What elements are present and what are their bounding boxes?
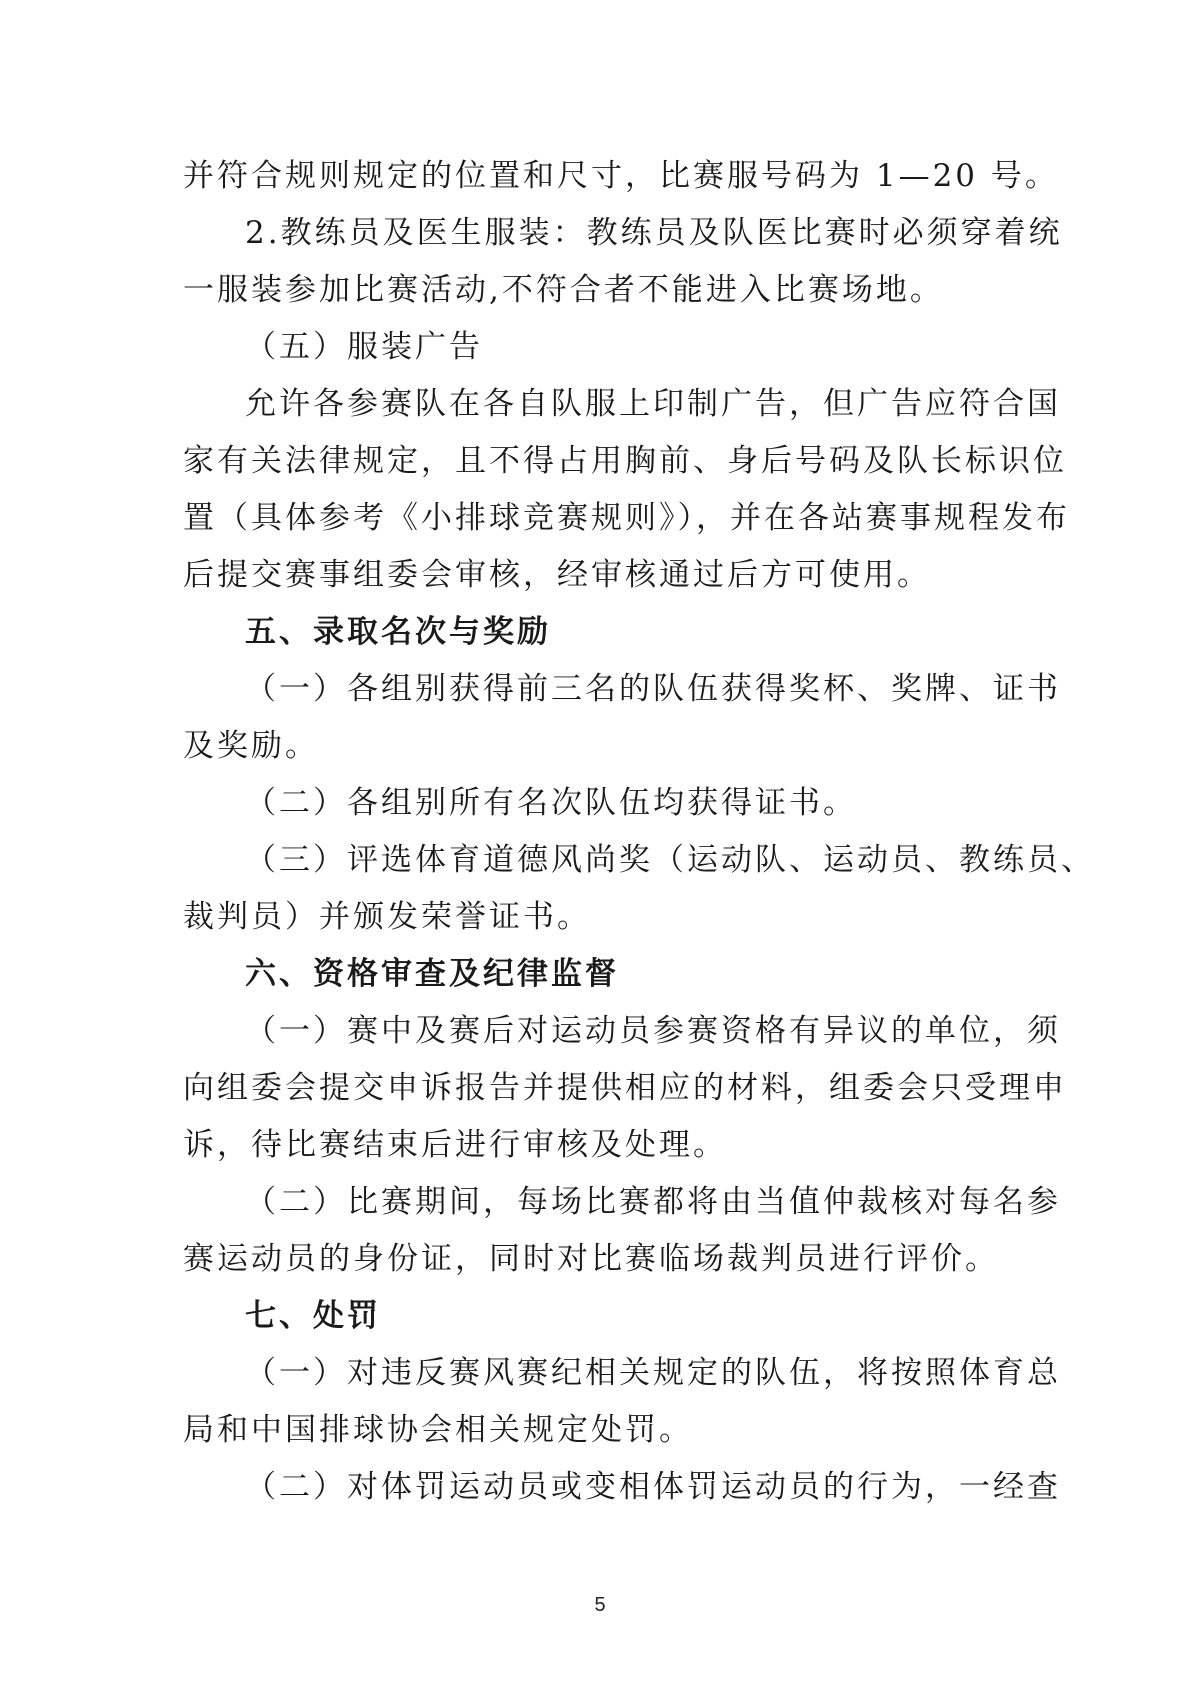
paragraph-line: （二）比赛期间，每场比赛都将由当值仲裁核对每名参 [245,1184,1061,1220]
paragraph-line: 及奖励。 [183,728,319,764]
paragraph-line: 一服装参加比赛活动,不符合者不能进入比赛场地。 [183,272,944,308]
paragraph-line: （一）各组别获得前三名的队伍获得奖杯、奖牌、证书 [245,671,1061,707]
paragraph-line: （三）评选体育道德风尚奖（运动队、运动员、教练员、 [245,842,1095,878]
paragraph-line: （一）赛中及赛后对运动员参赛资格有异议的单位，须 [245,1013,1061,1049]
paragraph-line: 置（具体参考《小排球竞赛规则》），并在各站赛事规程发布 [183,500,1070,536]
paragraph-line: （一）对违反赛风赛纪相关规定的队伍，将按照体育总 [245,1355,1061,1391]
paragraph-line: 家有关法律规定，且不得占用胸前、身后号码及队长标识位 [183,443,1067,479]
paragraph-line: （二）各组别所有名次队伍均获得证书。 [245,785,857,821]
document-body [183,148,1095,1516]
section-heading: 六、资格审查及纪律监督 [245,956,619,992]
page-number: 5 [594,1594,606,1616]
paragraph-line: 赛运动员的身份证，同时对比赛临场裁判员进行评价。 [183,1241,999,1277]
paragraph-line: 裁判员）并颁发荣誉证书。 [183,899,591,935]
paragraph-line: 局和中国排球协会相关规定处罚。 [183,1412,693,1448]
section-heading: 七、处罚 [245,1298,381,1334]
subsection-title: （五）服装广告 [245,329,483,365]
section-heading: 五、录取名次与奖励 [245,614,551,650]
paragraph-line: （二）对体罚运动员或变相体罚运动员的行为，一经查 [245,1469,1061,1505]
paragraph-line: 后提交赛事组委会审核，经审核通过后方可使用。 [183,557,931,593]
paragraph-line: 向组委会提交申诉报告并提供相应的材料，组委会只受理申 [183,1070,1067,1106]
paragraph-line: 并符合规则规定的位置和尺寸，比赛服号码为 1—20 号。 [183,158,1059,194]
paragraph-line: 诉，待比赛结束后进行审核及处理。 [183,1127,727,1163]
paragraph-line: 允许各参赛队在各自队服上印制广告，但广告应符合国 [245,386,1061,422]
paragraph-line: 2.教练员及医生服装：教练员及队医比赛时必须穿着统 [245,215,1063,251]
